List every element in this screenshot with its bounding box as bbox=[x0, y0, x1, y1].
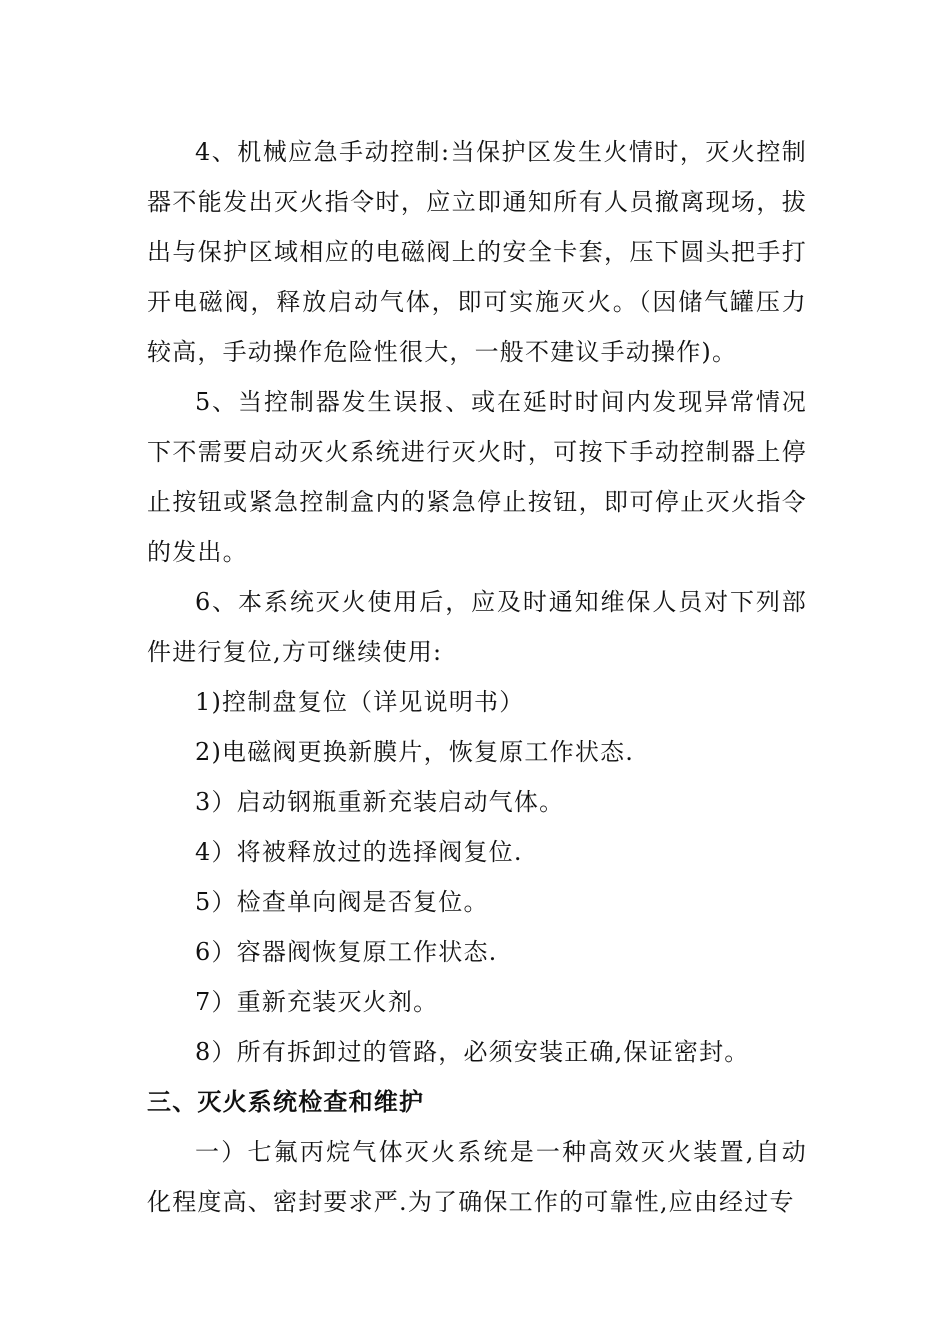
paragraph-reset-after-use: 6、本系统灭火使用后，应及时通知维保人员对下列部件进行复位,方可继续使用: bbox=[147, 588, 807, 666]
list-item: 5）检查单向阀是否复位。 bbox=[195, 888, 489, 916]
paragraph-system-maintenance: 一）七氟丙烷气体灭火系统是一种高效灭火装置,自动化程度高、密封要求严.为了确保工作的可靠性,应由经过专 bbox=[147, 1138, 807, 1216]
list-item: 8）所有拆卸过的管路，必须安装正确,保证密封。 bbox=[195, 1038, 750, 1066]
reset-list bbox=[147, 677, 807, 1077]
list-item: 2)电磁阀更换新膜片，恢复原工作状态. bbox=[195, 738, 635, 766]
list-item: 4）将被释放过的选择阀复位. bbox=[195, 838, 523, 866]
list-item: 3）启动钢瓶重新充装启动气体。 bbox=[195, 788, 565, 816]
paragraph-manual-emergency-control: 4、机械应急手动控制:当保护区发生火情时，灭火控制器不能发出灭火指令时，应立即通知所有人员撤离现场，拔出与保护区域相应的电磁阀上的安全卡套，压下圆头把手打开电磁阀，释放启动气体，即可实施灭火。（因储气罐压力较高，手动操作危险性很大，一般不建议手动操作)。 bbox=[147, 138, 807, 366]
document-body bbox=[147, 127, 807, 1227]
section-heading: 三、灭火系统检查和维护 bbox=[147, 1087, 425, 1116]
list-item: 7）重新充装灭火剂。 bbox=[195, 988, 439, 1016]
paragraph-false-alarm-stop: 5、当控制器发生误报、或在延时时间内发现异常情况下不需要启动灭火系统进行灭火时，可按下手动控制器上停止按钮或紧急控制盒内的紧急停止按钮，即可停止灭火指令的发出。 bbox=[147, 388, 807, 566]
list-item: 1)控制盘复位（详见说明书） bbox=[195, 688, 525, 716]
list-item: 6）容器阀恢复原工作状态. bbox=[195, 938, 498, 966]
